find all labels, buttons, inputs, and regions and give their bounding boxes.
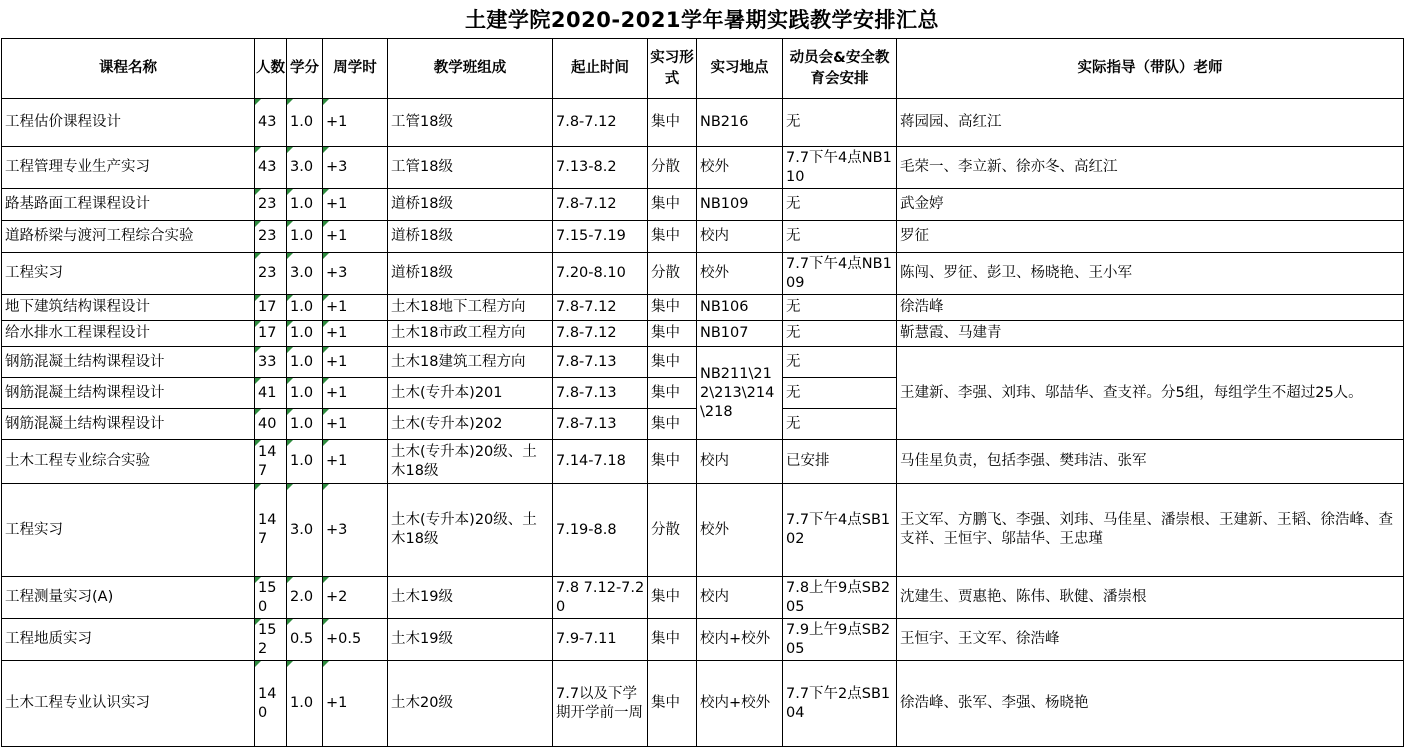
teacher-cell: 王文军、方鹏飞、李强、刘玮、马佳星、潘崇根、王建新、王韬、徐浩峰、查支祥、王恒宇、邬喆华、王忠瑾 bbox=[897, 484, 1404, 577]
course-cell: 给水排水工程课程设计 bbox=[2, 321, 255, 347]
meeting-cell: 无 bbox=[783, 189, 897, 221]
place-cell: 校内 bbox=[697, 221, 783, 253]
credit-cell: 1.0 bbox=[287, 221, 323, 253]
teacher-cell: 靳慧霞、马建青 bbox=[897, 321, 1404, 347]
credit-cell: 1.0 bbox=[287, 321, 323, 347]
meeting-cell: 无 bbox=[783, 347, 897, 378]
table-row bbox=[2, 189, 1404, 221]
time-cell: 7.8-7.12 bbox=[553, 99, 648, 147]
time-cell: 7.15-7.19 bbox=[553, 221, 648, 253]
credit-cell: 1.0 bbox=[287, 347, 323, 378]
credit-cell: 2.0 bbox=[287, 577, 323, 619]
hours-cell: +1 bbox=[323, 295, 388, 321]
count-cell: 23 bbox=[255, 253, 287, 295]
count-cell: 43 bbox=[255, 147, 287, 189]
credit-cell: 3.0 bbox=[287, 147, 323, 189]
credit-cell: 0.5 bbox=[287, 619, 323, 661]
meeting-cell: 无 bbox=[783, 295, 897, 321]
table-row bbox=[2, 440, 1404, 484]
course-cell: 工程实习 bbox=[2, 253, 255, 295]
hours-cell: +1 bbox=[323, 221, 388, 253]
place-cell-merged: NB211\212\213\214\218 bbox=[697, 347, 783, 440]
time-cell: 7.19-8.8 bbox=[553, 484, 648, 577]
hours-cell: +1 bbox=[323, 378, 388, 409]
course-cell: 土木工程专业综合实验 bbox=[2, 440, 255, 484]
form-cell: 集中 bbox=[648, 295, 697, 321]
form-cell: 集中 bbox=[648, 378, 697, 409]
place-cell: 校内 bbox=[697, 577, 783, 619]
class-cell: 土木(专升本)20级、土木18级 bbox=[388, 440, 553, 484]
col-header-credit: 学分 bbox=[287, 39, 323, 99]
table-row bbox=[2, 661, 1404, 747]
table-row bbox=[2, 484, 1404, 577]
teacher-cell: 毛荣一、李立新、徐亦冬、高红江 bbox=[897, 147, 1404, 189]
form-cell: 集中 bbox=[648, 221, 697, 253]
teacher-cell: 蒋园园、高红江 bbox=[897, 99, 1404, 147]
col-header-form: 实习形式 bbox=[648, 39, 697, 99]
class-cell: 土木18市政工程方向 bbox=[388, 321, 553, 347]
count-cell: 17 bbox=[255, 321, 287, 347]
count-cell: 147 bbox=[255, 440, 287, 484]
count-cell: 41 bbox=[255, 378, 287, 409]
meeting-cell: 无 bbox=[783, 221, 897, 253]
place-cell: 校外 bbox=[697, 484, 783, 577]
col-header-class: 教学班组成 bbox=[388, 39, 553, 99]
hours-cell: +0.5 bbox=[323, 619, 388, 661]
meeting-cell: 无 bbox=[783, 99, 897, 147]
time-cell: 7.13-8.2 bbox=[553, 147, 648, 189]
credit-cell: 1.0 bbox=[287, 378, 323, 409]
header-row bbox=[2, 39, 1404, 99]
meeting-cell: 已安排 bbox=[783, 440, 897, 484]
form-cell: 集中 bbox=[648, 409, 697, 440]
count-cell: 150 bbox=[255, 577, 287, 619]
meeting-cell: 7.7下午4点NB110 bbox=[783, 147, 897, 189]
count-cell: 140 bbox=[255, 661, 287, 747]
class-cell: 工管18级 bbox=[388, 147, 553, 189]
col-header-meeting: 动员会&安全教育会安排 bbox=[783, 39, 897, 99]
place-cell: NB106 bbox=[697, 295, 783, 321]
form-cell: 集中 bbox=[648, 440, 697, 484]
time-cell: 7.14-7.18 bbox=[553, 440, 648, 484]
hours-cell: +1 bbox=[323, 99, 388, 147]
hours-cell: +3 bbox=[323, 253, 388, 295]
time-cell: 7.8-7.12 bbox=[553, 295, 648, 321]
course-cell: 钢筋混凝土结构课程设计 bbox=[2, 347, 255, 378]
meeting-cell: 7.7下午4点NB109 bbox=[783, 253, 897, 295]
meeting-cell: 无 bbox=[783, 378, 897, 409]
hours-cell: +1 bbox=[323, 321, 388, 347]
teacher-cell: 沈建生、贾惠艳、陈伟、耿健、潘崇根 bbox=[897, 577, 1404, 619]
hours-cell: +3 bbox=[323, 147, 388, 189]
form-cell: 集中 bbox=[648, 321, 697, 347]
time-cell: 7.8-7.13 bbox=[553, 409, 648, 440]
meeting-cell: 7.8上午9点SB205 bbox=[783, 577, 897, 619]
count-cell: 152 bbox=[255, 619, 287, 661]
class-cell: 土木(专升本)201 bbox=[388, 378, 553, 409]
class-cell: 土木20级 bbox=[388, 661, 553, 747]
form-cell: 分散 bbox=[648, 147, 697, 189]
col-header-place: 实习地点 bbox=[697, 39, 783, 99]
form-cell: 集中 bbox=[648, 99, 697, 147]
class-cell: 道桥18级 bbox=[388, 221, 553, 253]
table-row bbox=[2, 321, 1404, 347]
meeting-cell: 7.7下午2点SB104 bbox=[783, 661, 897, 747]
form-cell: 集中 bbox=[648, 619, 697, 661]
course-cell: 工程地质实习 bbox=[2, 619, 255, 661]
col-header-time: 起止时间 bbox=[553, 39, 648, 99]
class-cell: 土木(专升本)202 bbox=[388, 409, 553, 440]
credit-cell: 1.0 bbox=[287, 661, 323, 747]
form-cell: 分散 bbox=[648, 484, 697, 577]
count-cell: 23 bbox=[255, 189, 287, 221]
table-row bbox=[2, 147, 1404, 189]
course-cell: 工程测量实习(A) bbox=[2, 577, 255, 619]
col-header-teacher: 实际指导（带队）老师 bbox=[897, 39, 1404, 99]
teacher-cell: 罗征 bbox=[897, 221, 1404, 253]
class-cell: 道桥18级 bbox=[388, 253, 553, 295]
place-cell: 校外 bbox=[697, 147, 783, 189]
teacher-cell: 王恒宇、王文军、徐浩峰 bbox=[897, 619, 1404, 661]
hours-cell: +1 bbox=[323, 189, 388, 221]
hours-cell: +3 bbox=[323, 484, 388, 577]
time-cell: 7.8 7.12-7.20 bbox=[553, 577, 648, 619]
col-header-hours: 周学时 bbox=[323, 39, 388, 99]
credit-cell: 1.0 bbox=[287, 99, 323, 147]
count-cell: 43 bbox=[255, 99, 287, 147]
time-cell: 7.20-8.10 bbox=[553, 253, 648, 295]
class-cell: 土木18建筑工程方向 bbox=[388, 347, 553, 378]
table-row bbox=[2, 347, 1404, 378]
place-cell: 校外 bbox=[697, 253, 783, 295]
meeting-cell: 7.7下午4点SB102 bbox=[783, 484, 897, 577]
course-cell: 工程实习 bbox=[2, 484, 255, 577]
form-cell: 集中 bbox=[648, 347, 697, 378]
col-header-count: 人数 bbox=[255, 39, 287, 99]
hours-cell: +1 bbox=[323, 440, 388, 484]
hours-cell: +1 bbox=[323, 661, 388, 747]
meeting-cell: 7.9上午9点SB205 bbox=[783, 619, 897, 661]
time-cell: 7.8-7.12 bbox=[553, 189, 648, 221]
table-row bbox=[2, 295, 1404, 321]
place-cell: NB107 bbox=[697, 321, 783, 347]
count-cell: 40 bbox=[255, 409, 287, 440]
form-cell: 集中 bbox=[648, 189, 697, 221]
hours-cell: +2 bbox=[323, 577, 388, 619]
course-cell: 工程管理专业生产实习 bbox=[2, 147, 255, 189]
time-cell: 7.7以及下学期开学前一周 bbox=[553, 661, 648, 747]
place-cell: NB216 bbox=[697, 99, 783, 147]
credit-cell: 1.0 bbox=[287, 295, 323, 321]
credit-cell: 1.0 bbox=[287, 189, 323, 221]
time-cell: 7.8-7.13 bbox=[553, 347, 648, 378]
hours-cell: +1 bbox=[323, 409, 388, 440]
table-row bbox=[2, 577, 1404, 619]
teacher-cell: 陈闯、罗征、彭卫、杨晓艳、王小军 bbox=[897, 253, 1404, 295]
place-cell: 校内 bbox=[697, 440, 783, 484]
count-cell: 33 bbox=[255, 347, 287, 378]
credit-cell: 1.0 bbox=[287, 440, 323, 484]
class-cell: 工管18级 bbox=[388, 99, 553, 147]
meeting-cell: 无 bbox=[783, 321, 897, 347]
table-row bbox=[2, 221, 1404, 253]
table-row bbox=[2, 253, 1404, 295]
form-cell: 分散 bbox=[648, 253, 697, 295]
time-cell: 7.8-7.13 bbox=[553, 378, 648, 409]
teacher-cell-merged: 王建新、李强、刘玮、邬喆华、查支祥。分5组，每组学生不超过25人。 bbox=[897, 347, 1404, 440]
course-cell: 钢筋混凝土结构课程设计 bbox=[2, 409, 255, 440]
time-cell: 7.9-7.11 bbox=[553, 619, 648, 661]
class-cell: 土木18地下工程方向 bbox=[388, 295, 553, 321]
place-cell: 校内+校外 bbox=[697, 619, 783, 661]
credit-cell: 1.0 bbox=[287, 409, 323, 440]
hours-cell: +1 bbox=[323, 347, 388, 378]
count-cell: 23 bbox=[255, 221, 287, 253]
table-row bbox=[2, 99, 1404, 147]
course-cell: 土木工程专业认识实习 bbox=[2, 661, 255, 747]
table-row bbox=[2, 619, 1404, 661]
count-cell: 17 bbox=[255, 295, 287, 321]
teacher-cell: 马佳星负责，包括李强、樊玮洁、张军 bbox=[897, 440, 1404, 484]
class-cell: 土木19级 bbox=[388, 619, 553, 661]
class-cell: 土木19级 bbox=[388, 577, 553, 619]
course-cell: 地下建筑结构课程设计 bbox=[2, 295, 255, 321]
schedule-table bbox=[1, 38, 1404, 747]
credit-cell: 3.0 bbox=[287, 484, 323, 577]
teacher-cell: 徐浩峰、张军、李强、杨晓艳 bbox=[897, 661, 1404, 747]
class-cell: 道桥18级 bbox=[388, 189, 553, 221]
course-cell: 钢筋混凝土结构课程设计 bbox=[2, 378, 255, 409]
place-cell: NB109 bbox=[697, 189, 783, 221]
class-cell: 土木(专升本)20级、土木18级 bbox=[388, 484, 553, 577]
col-header-course: 课程名称 bbox=[2, 39, 255, 99]
meeting-cell: 无 bbox=[783, 409, 897, 440]
form-cell: 集中 bbox=[648, 661, 697, 747]
time-cell: 7.8-7.12 bbox=[553, 321, 648, 347]
credit-cell: 3.0 bbox=[287, 253, 323, 295]
page-title: 土建学院2020-2021学年暑期实践教学安排汇总 bbox=[464, 8, 940, 32]
course-cell: 道路桥梁与渡河工程综合实验 bbox=[2, 221, 255, 253]
count-cell: 147 bbox=[255, 484, 287, 577]
teacher-cell: 徐浩峰 bbox=[897, 295, 1404, 321]
place-cell: 校内+校外 bbox=[697, 661, 783, 747]
teacher-cell: 武金婷 bbox=[897, 189, 1404, 221]
form-cell: 集中 bbox=[648, 577, 697, 619]
course-cell: 路基路面工程课程设计 bbox=[2, 189, 255, 221]
course-cell: 工程估价课程设计 bbox=[2, 99, 255, 147]
